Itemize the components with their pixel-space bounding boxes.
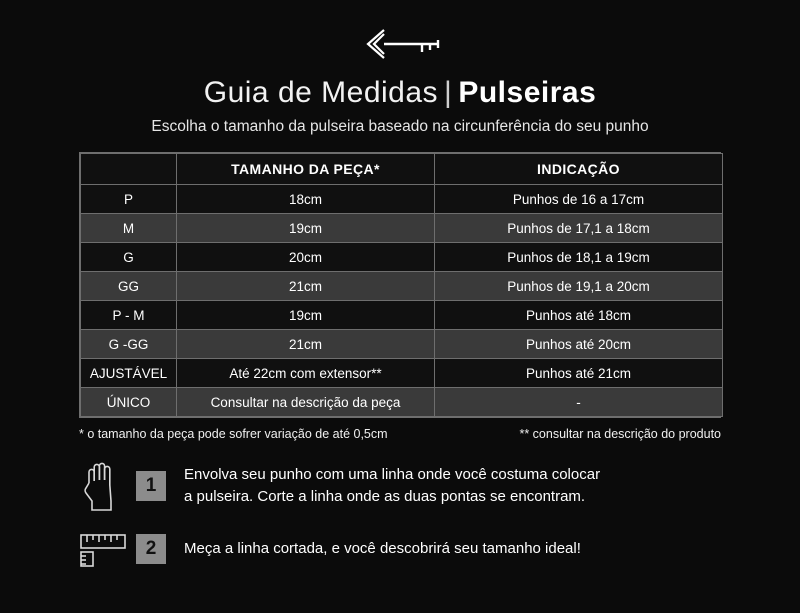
table-header-measure: TAMANHO DA PEÇA*	[177, 154, 435, 185]
size-table-container	[79, 152, 721, 418]
footnote-left: * o tamanho da peça pode sofrer variação de até 0,5cm	[79, 427, 388, 441]
instruction-step-2	[70, 529, 730, 569]
step-text-line1: Envolva seu punho com uma linha onde você costuma colocar	[184, 466, 601, 484]
cell-indication: Punhos de 18,1 a 19cm	[435, 243, 723, 272]
cell-size: GG	[81, 272, 177, 301]
cell-indication: -	[435, 388, 723, 417]
title-separator: |	[444, 76, 453, 109]
cell-indication: Punhos de 17,1 a 18cm	[435, 214, 723, 243]
step-text-line1: Meça a linha cortada, e você descobrirá seu tamanho ideal!	[184, 540, 581, 558]
cell-measure: Até 22cm com extensor**	[177, 359, 435, 388]
ruler-icon-wrap	[70, 529, 136, 569]
cell-indication: Punhos até 21cm	[435, 359, 723, 388]
table-row	[81, 214, 723, 243]
cell-indication: Punhos de 16 a 17cm	[435, 185, 723, 214]
cell-measure: 19cm	[177, 214, 435, 243]
cell-size: G	[81, 243, 177, 272]
cell-measure: 19cm	[177, 301, 435, 330]
cell-measure: 21cm	[177, 272, 435, 301]
table-row	[81, 330, 723, 359]
step-number-badge: 2	[136, 534, 166, 564]
instruction-step-1	[70, 459, 730, 513]
table-row	[81, 185, 723, 214]
cell-indication: Punhos até 18cm	[435, 301, 723, 330]
key-logo-icon	[354, 26, 446, 62]
table-header-indication: INDICAÇÃO	[435, 154, 723, 185]
cell-size: M	[81, 214, 177, 243]
brand-logo	[0, 0, 800, 62]
table-header-size	[81, 154, 177, 185]
table-row	[81, 301, 723, 330]
page-title	[0, 76, 800, 110]
cell-indication: Punhos de 19,1 a 20cm	[435, 272, 723, 301]
cell-measure: 18cm	[177, 185, 435, 214]
cell-indication: Punhos até 20cm	[435, 330, 723, 359]
cell-size: ÚNICO	[81, 388, 177, 417]
size-table	[80, 153, 723, 417]
page-subtitle: Escolha o tamanho da pulseira baseado na circunferência do seu punho	[151, 118, 649, 135]
title-accent: Pulseiras	[458, 76, 597, 109]
cell-measure: 21cm	[177, 330, 435, 359]
hand-icon-wrap	[70, 459, 136, 513]
hand-icon	[80, 459, 126, 513]
cell-measure: Consultar na descrição da peça	[177, 388, 435, 417]
cell-size: P - M	[81, 301, 177, 330]
step-text	[184, 538, 581, 560]
footnote-right: ** consultar na descrição do produto	[519, 427, 721, 441]
table-header-row	[81, 154, 723, 185]
cell-measure: 20cm	[177, 243, 435, 272]
table-row	[81, 243, 723, 272]
table-row	[81, 359, 723, 388]
table-row	[81, 272, 723, 301]
table-row	[81, 388, 723, 417]
ruler-icon	[77, 529, 129, 569]
cell-size: P	[81, 185, 177, 214]
cell-size: AJUSTÁVEL	[81, 359, 177, 388]
step-text-line2: a pulseira. Corte a linha onde as duas pontas se encontram.	[184, 488, 586, 505]
cell-size: G -GG	[81, 330, 177, 359]
step-number-badge: 1	[136, 471, 166, 501]
instructions-list	[70, 459, 730, 569]
table-footnotes	[79, 427, 721, 441]
step-text	[184, 464, 600, 508]
title-main: Guia de Medidas	[203, 76, 439, 109]
